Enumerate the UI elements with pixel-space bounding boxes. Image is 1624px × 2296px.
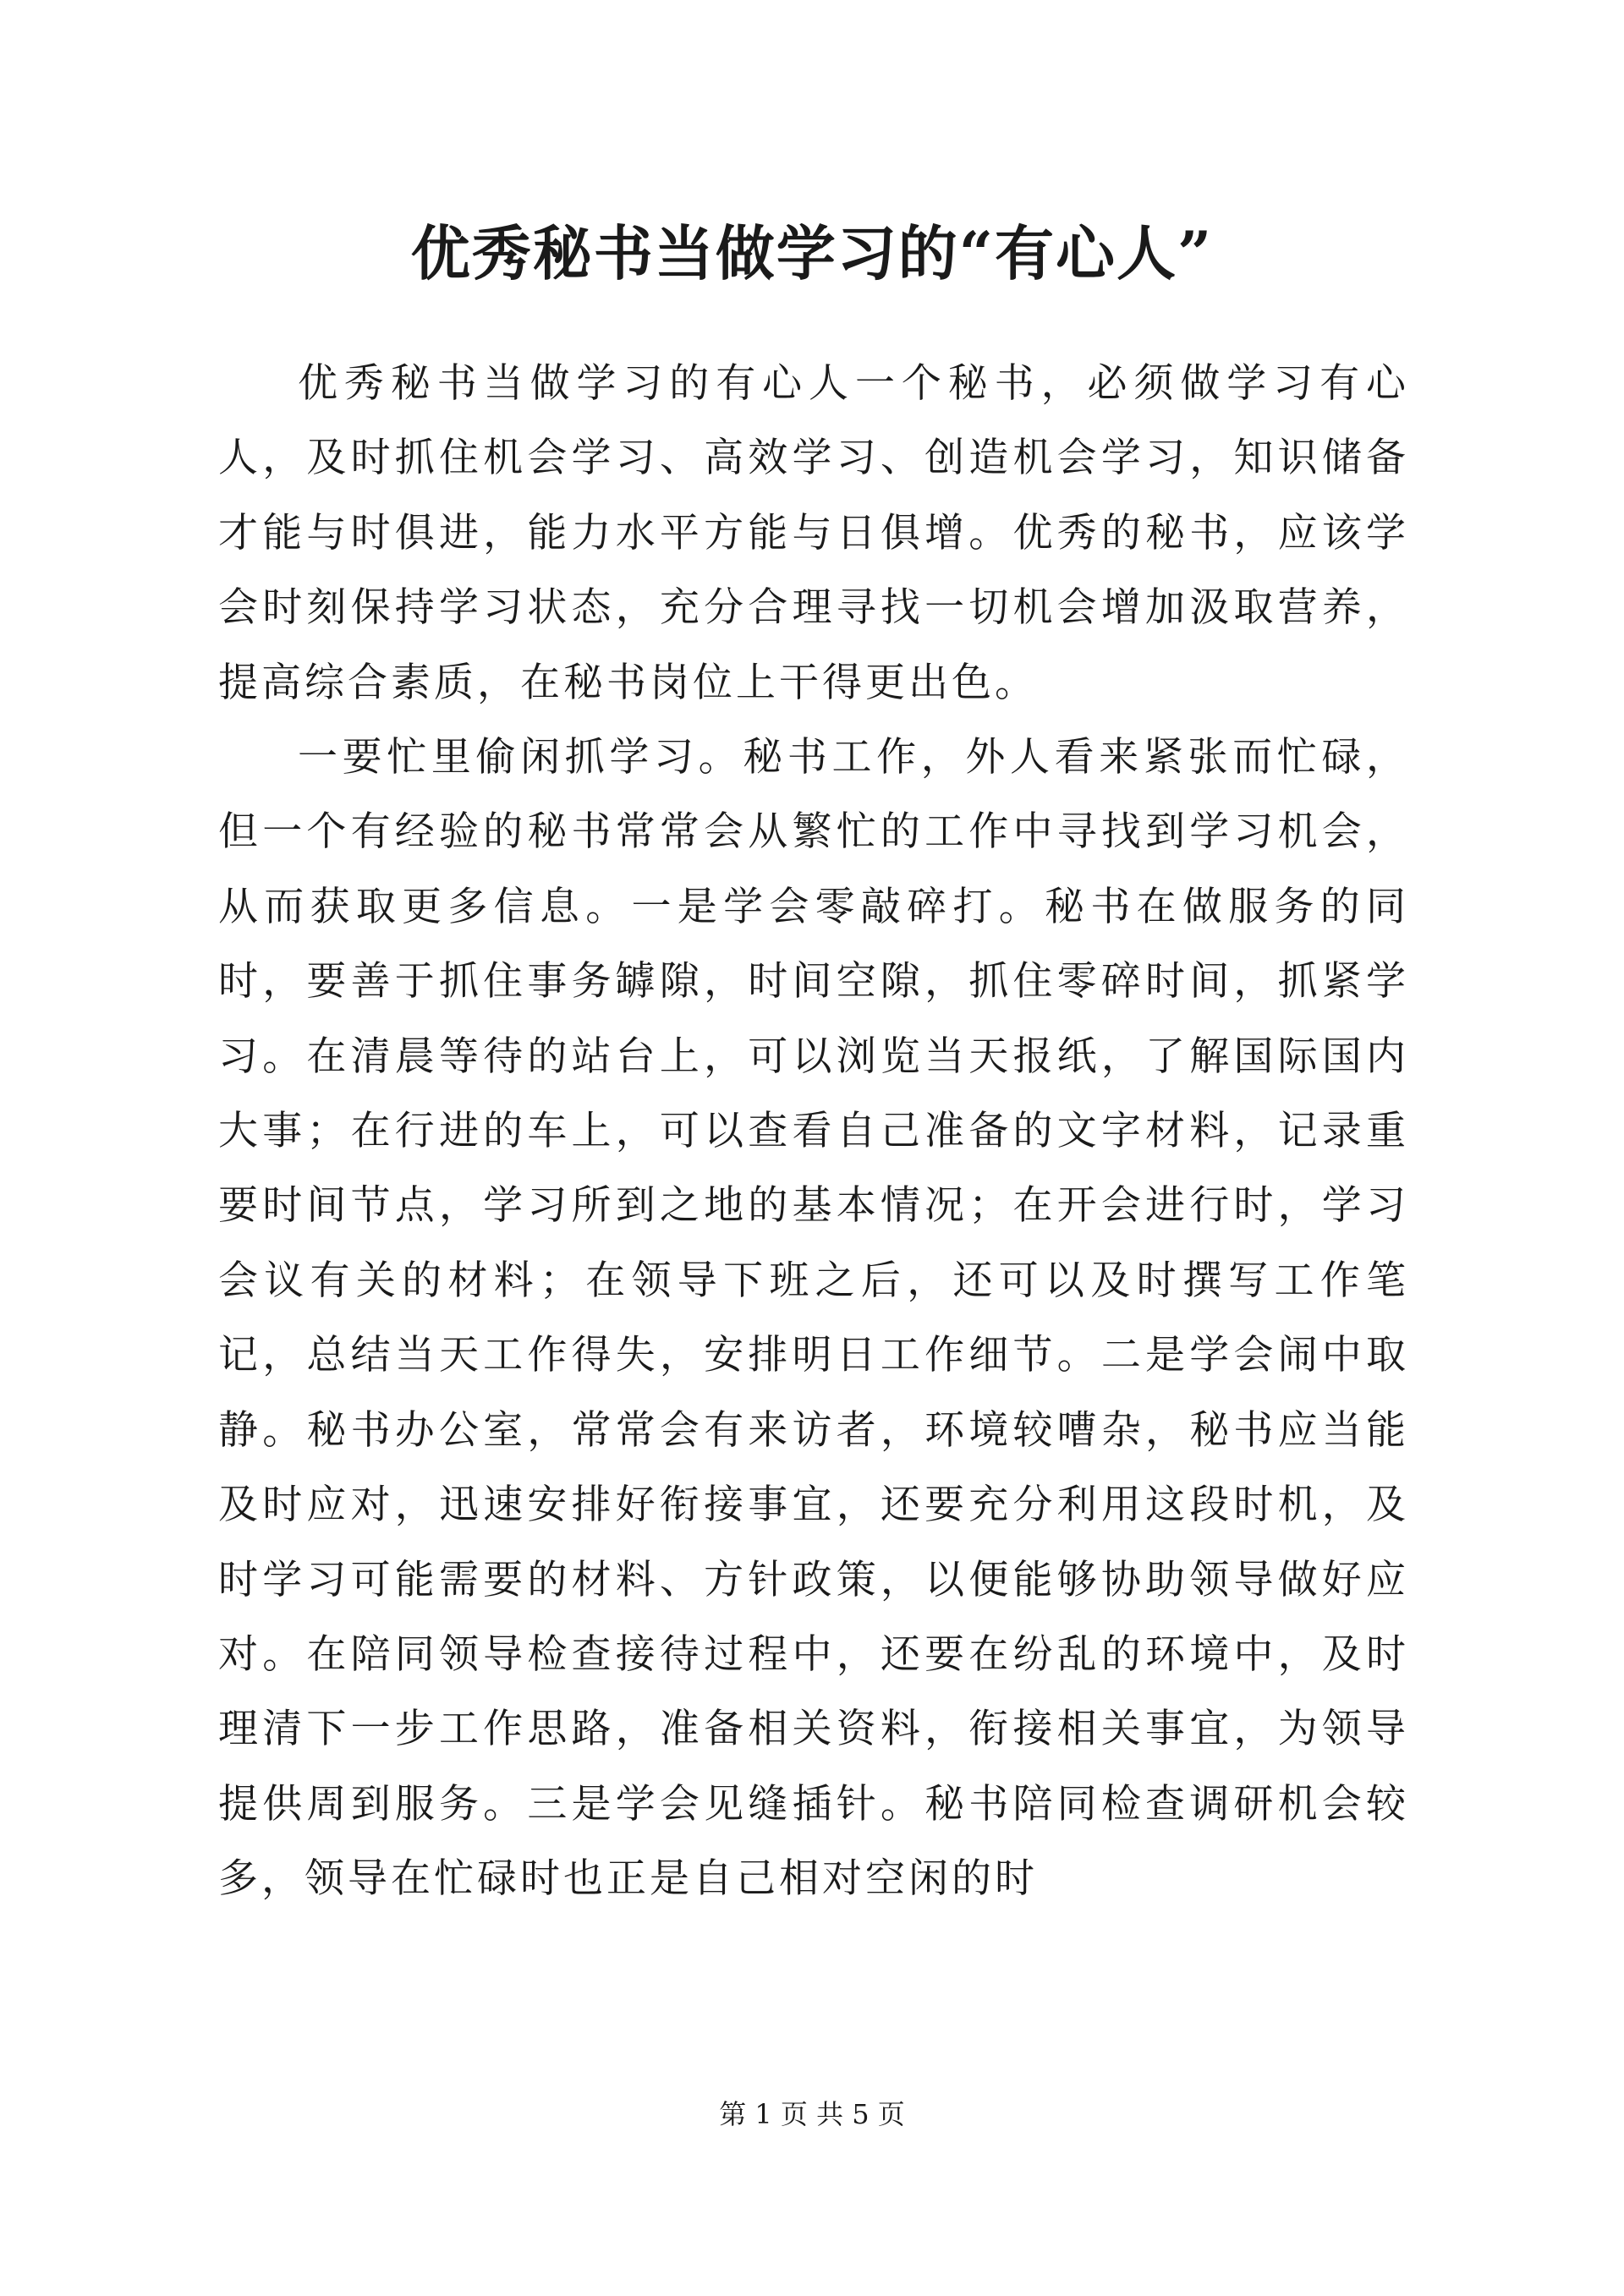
document-body: [218, 347, 1409, 1917]
paragraph-intro: 优秀秘书当做学习的有心人一个秘书，必须做学习有心人，及时抓住机会学习、高效学习、创造机会学习，知识储备才能与时俱进，能力水平方能与日俱增。优秀的秘书，应该学会时刻保持学习状态，充分合理寻找一切机会增加汲取营养，提高综合素质，在秘书岗位上干得更出色。: [218, 360, 1409, 706]
page-number-footer: 第 1 页 共 5 页: [719, 2098, 905, 2130]
document-title: 优秀秘书当做学习的“有心人”: [410, 218, 1214, 288]
paragraph-section-one: 一要忙里偷闲抓学习。秘书工作，外人看来紧张而忙碌，但一个有经验的秘书常常会从繁忙的工作中寻找到学习机会，从而获取更多信息。一是学会零敲碎打。秘书在做服务的同时，要善于抓住事务罅隙，时间空隙，抓住零碎时间，抓紧学习。在清晨等待的站台上，可以浏览当天报纸，了解国际国内大事；在行进的车上，可以查看自己准备的文字材料，记录重要时间节点，学习所到之地的基本情况；在开会进行时，学习会议有关的材料；在领导下班之后，还可以及时撰写工作笔记，总结当天工作得失，安排明日工作细节。二是学会闹中取静。秘书办公室，常常会有来访者，环境较嘈杂，秘书应当能及时应对，迅速安排好衔接事宜，还要充分利用这段时机，及时学习可能需要的材料、方针政策，以便能够协助领导做好应对。在陪同领导检查接待过程中，还要在纷乱的环境中，及时理清下一步工作思路，准备相关资料，衔接相关事宜，为领导提供周到服务。三是学会见缝插针。秘书陪同检查调研机会较多，领导在忙碌时也正是自己相对空闲的时: [218, 734, 1409, 1903]
